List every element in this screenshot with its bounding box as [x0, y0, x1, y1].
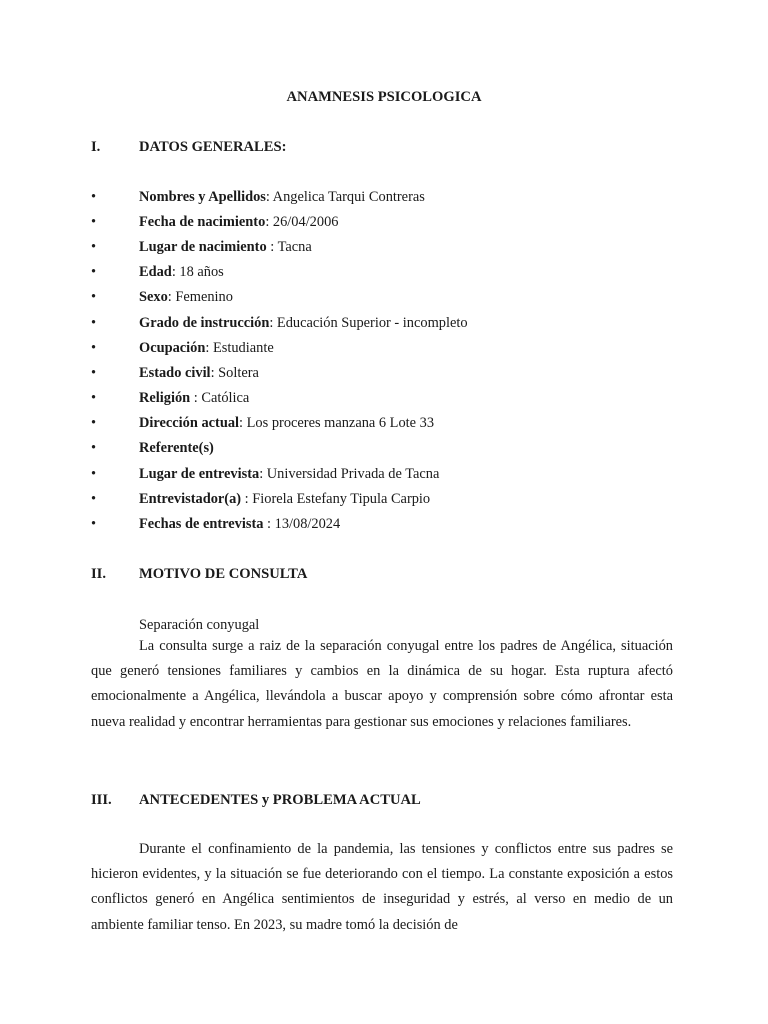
section-title: ANTECEDENTES y PROBLEMA ACTUAL [139, 792, 421, 808]
field-value: : Femenino [167, 289, 233, 305]
section-title: DATOS GENERALES: [139, 139, 287, 155]
list-item [91, 464, 439, 484]
bullet: • [91, 289, 97, 305]
motivo-paragraph: La consulta surge a raiz de la separación conyugal entre los padres de Angélica, situación que generó tensiones familiares y cambios en la dinámica de su hogar. Esta ruptura afectó emocionalmente a Angélica, llevándola a buscar apoyo y comprensión sobre cómo afrontar esta nueva realidad y encontrar herramientas para gestionar sus emociones y relaciones familiares. [91, 638, 673, 730]
bullet: • [91, 214, 97, 230]
section-title: MOTIVO DE CONSULTA [139, 566, 308, 582]
list-item [91, 363, 259, 383]
field-value: : Angelica Tarqui Contreras [265, 189, 425, 205]
motivo-subtitle: Separación conyugal [139, 617, 260, 633]
list-item [91, 313, 468, 333]
bullet: • [91, 440, 97, 456]
field-label: Fechas de entrevista [139, 516, 264, 532]
list-item [91, 187, 425, 207]
field-label: Grado de instrucción [139, 315, 270, 331]
field-label: Religión [139, 390, 191, 406]
section-heading-motivo-consulta [91, 564, 307, 584]
field-label: Edad [139, 264, 172, 280]
field-label: Lugar de entrevista [139, 466, 260, 482]
list-item [91, 514, 340, 534]
bullet: • [91, 415, 97, 431]
field-value: : 26/04/2006 [265, 214, 339, 230]
section-heading-antecedentes [91, 790, 421, 810]
document-title: ANAMNESIS PSICOLOGICA [286, 89, 482, 105]
list-item [91, 413, 434, 433]
bullet: • [91, 264, 97, 280]
section-heading-datos-generales [91, 137, 286, 157]
field-label: Nombres y Apellidos [139, 189, 266, 205]
field-value: : Estudiante [205, 340, 274, 356]
list-item [91, 388, 249, 408]
list-item [91, 338, 274, 358]
bullet: • [91, 315, 97, 331]
field-label: Fecha de nacimiento [139, 214, 266, 230]
antecedentes-paragraph: Durante el confinamiento de la pandemia, las tensiones y conflictos entre sus padres se hicieron evidentes, y la situación se fue deteriorando con el tiempo. La constante exposición a estos conflictos generó en Angélica sentimientos de inseguridad y estrés, al verso en medio de un ambiente familiar tenso. En 2023, su madre tomó la decisión de [91, 841, 673, 933]
field-label: Entrevistador(a) [139, 491, 242, 507]
field-value: : Universidad Privada de Tacna [259, 466, 440, 482]
list-item [91, 489, 430, 509]
bullet: • [91, 516, 97, 532]
bullet: • [91, 491, 97, 507]
list-item [91, 212, 338, 232]
field-value: : Católica [190, 390, 250, 406]
list-item [91, 287, 233, 307]
field-label: Estado civil [139, 365, 211, 381]
section-number: III. [91, 792, 112, 808]
section-number: II. [91, 566, 107, 582]
section-number: I. [91, 139, 101, 155]
field-label: Ocupación [139, 340, 206, 356]
bullet: • [91, 189, 97, 205]
field-label: Referente(s) [139, 440, 214, 456]
field-value: : Fiorela Estefany Tipula Carpio [241, 491, 431, 507]
field-label: Sexo [139, 289, 168, 305]
bullet: • [91, 466, 97, 482]
bullet: • [91, 365, 97, 381]
bullet: • [91, 239, 97, 255]
field-value: : Los proceres manzana 6 Lote 33 [239, 415, 435, 431]
field-value: : 18 años [171, 264, 224, 280]
list-item [91, 262, 224, 282]
list-item [91, 438, 214, 458]
field-value: : Educación Superior - incompleto [269, 315, 468, 331]
list-item [91, 237, 312, 257]
field-label: Lugar de nacimiento [139, 239, 267, 255]
bullet: • [91, 390, 97, 406]
field-value: : Soltera [210, 365, 259, 381]
field-label: Dirección actual [139, 415, 240, 431]
bullet: • [91, 340, 97, 356]
field-value: : Tacna [266, 239, 312, 255]
field-value: : 13/08/2024 [263, 516, 341, 532]
